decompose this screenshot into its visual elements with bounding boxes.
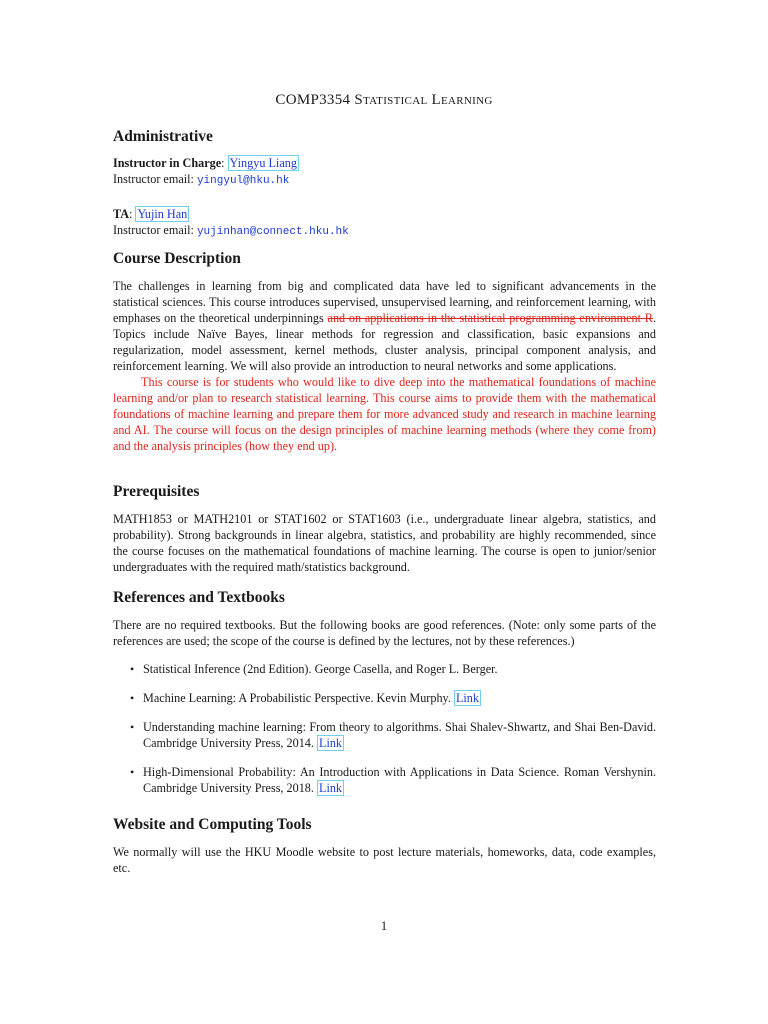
prerequisites-text: MATH1853 or MATH2101 or STAT1602 or STAT1603 (i.e., undergraduate linear algebra, statistics, and probability). Strong backgrounds in linear algebra, statistics, and probability are highly recommended, since the course focuses on the mathematical foundations of machine learning. The course is open to junior/senior undergraduates with the required math/statistics background.: [113, 512, 656, 574]
website-heading: Website and Computing Tools: [113, 816, 312, 833]
website-text: We normally will use the HKU Moodle website to post lecture materials, homeworks, data, code examples, etc.: [113, 845, 656, 875]
reference-link[interactable]: Link: [319, 781, 343, 795]
bullet-icon: •: [130, 662, 135, 676]
course-description-para1: [113, 278, 656, 374]
reference-link[interactable]: Link: [455, 691, 479, 705]
instructor-email-line: [113, 171, 656, 189]
reference-item: [113, 690, 656, 706]
reference-item: [113, 764, 656, 796]
administrative-section: [113, 128, 656, 240]
course-description-section: [113, 250, 656, 454]
instructor-name-link[interactable]: Yingyu Liang: [229, 156, 297, 170]
reference-text: Statistical Inference (2nd Edition). George Casella, and Roger L. Berger.: [143, 662, 498, 676]
instructor-sep: :: [221, 156, 228, 170]
ta-line: [113, 206, 656, 222]
reference-item: [113, 661, 656, 677]
instructor-email-link[interactable]: yingyul@hku.hk: [196, 175, 290, 187]
references-section: [113, 589, 656, 796]
instructor-line: [113, 155, 656, 171]
ta-email-link[interactable]: yujinhan@connect.hku.hk: [196, 226, 349, 238]
references-list: [113, 661, 656, 796]
reference-link[interactable]: Link: [319, 736, 343, 750]
bullet-icon: •: [130, 765, 135, 779]
reference-item: [113, 719, 656, 751]
reference-text: High-Dimensional Probability: An Introduction with Applications in Data Science. Roman Vershynin. Cambridge University Press, 2018.: [143, 765, 656, 795]
ta-label: TA: [113, 207, 130, 221]
ta-name-link[interactable]: Yujin Han: [137, 207, 188, 221]
prerequisites-section: [113, 483, 656, 575]
ta-email-label: Instructor email:: [113, 223, 197, 237]
prerequisites-heading: Prerequisites: [113, 483, 200, 500]
instructor-email-label: Instructor email:: [113, 172, 197, 186]
course-description-para2: This course is for students who would like to dive deep into the mathematical foundations of machine learning and/or plan to research statistical learning. This course aims to provide them with the mathematical foundations of machine learning and prepare them for more advanced study and research in machine learning and AI. The course will focus on the design principles of machine learning methods (where they come from) and the analysis principles (how they end up).: [113, 375, 656, 453]
reference-text: Understanding machine learning: From theory to algorithms. Shai Shalev-Shwartz, and Shai Ben-David. Cambridge University Press, 2014.: [143, 720, 656, 750]
para1-text-b: . Topics include Naïve Bayes, linear methods for regression and classification, basic expansions and regularization, model assessment, kernel methods, cluster analysis, principal component analysis, and reinforcement learning. We will also provide an introduction to neural networks and some applications.: [113, 311, 656, 373]
document-title: COMP3354 Statistical Learning: [275, 92, 493, 108]
page-number: 1: [380, 919, 388, 933]
website-section: [113, 816, 656, 876]
ta-email-line: [113, 222, 656, 240]
references-heading: References and Textbooks: [113, 589, 285, 606]
para1-text-a: The challenges in learning from big and complicated data have led to significant advancements in the statistical sciences. This course introduces supervised, unsupervised learning, and reinforcement learning, with emphases on the theoretical underpinnings: [113, 279, 656, 325]
course-description-heading: Course Description: [113, 250, 241, 267]
instructor-label: Instructor in Charge: [113, 156, 222, 170]
ta-sep: :: [129, 207, 136, 221]
references-intro: There are no required textbooks. But the following books are good references. (Note: only some parts of the references are used; the scope of the course is defined by the lectures, not by these references.): [113, 618, 656, 648]
para1-struck-text: and on applications in the statistical programming environment R: [327, 311, 653, 325]
bullet-icon: •: [130, 691, 135, 705]
reference-text: Machine Learning: A Probabilistic Perspective. Kevin Murphy.: [143, 691, 454, 705]
administrative-heading: Administrative: [113, 128, 213, 145]
bullet-icon: •: [130, 720, 135, 734]
